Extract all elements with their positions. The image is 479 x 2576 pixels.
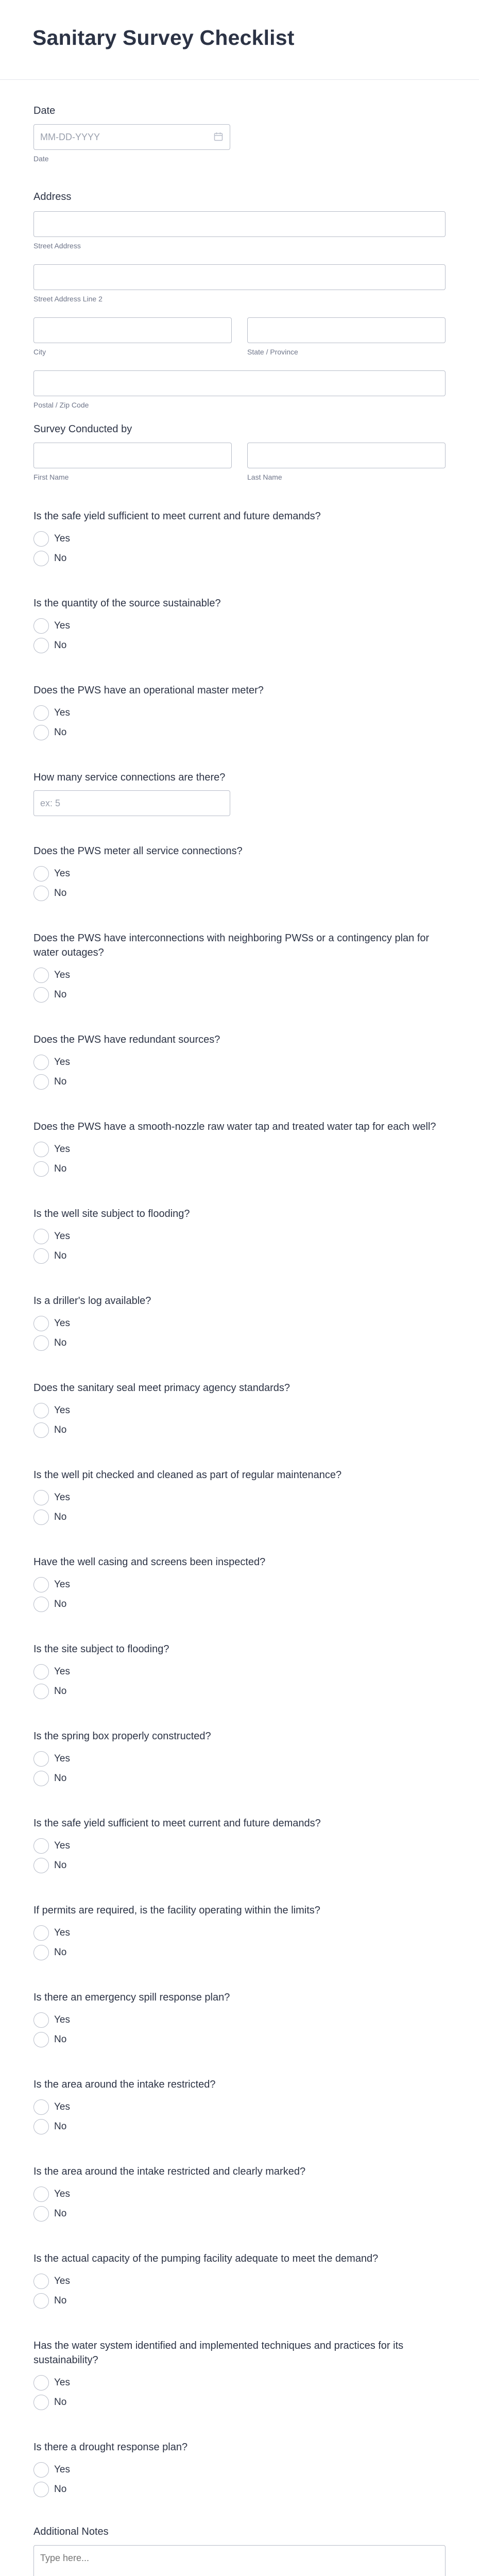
option-yes-label: Yes — [54, 1579, 70, 1590]
option-no-label: No — [54, 989, 67, 1000]
option-no-label: No — [54, 1512, 67, 1522]
option-no-label: No — [54, 2121, 67, 2132]
option-no-label: No — [54, 1860, 67, 1871]
radio-yes[interactable] — [33, 2274, 49, 2289]
option-yes[interactable] — [33, 2184, 446, 2204]
questions-group-a — [33, 509, 446, 742]
question-label: Is the area around the intake restricted and clearly marked? — [33, 2166, 306, 2177]
question-label: Is the well site subject to flooding? — [33, 1208, 190, 1219]
question-label: Is there an emergency spill response plan? — [33, 1992, 230, 2003]
option-no[interactable] — [33, 2291, 446, 2311]
question-label: Is a driller's log available? — [33, 1295, 151, 1307]
yes-no-question — [33, 596, 446, 655]
option-no[interactable] — [33, 1333, 446, 1353]
radio-yes[interactable] — [33, 1142, 49, 1157]
address-label: Address — [33, 191, 72, 202]
notes-label: Additional Notes — [33, 2526, 109, 2537]
option-no-label: No — [54, 888, 67, 899]
radio-no[interactable] — [33, 2032, 49, 2047]
postal-code-sublabel: Postal / Zip Code — [33, 401, 89, 409]
question-label: Does the PWS have an operational master meter? — [33, 685, 264, 696]
option-no[interactable] — [33, 1072, 446, 1092]
radio-no[interactable] — [33, 987, 49, 1003]
option-no[interactable] — [33, 2393, 446, 2412]
question-label: Is the area around the intake restricted? — [33, 2079, 216, 2090]
option-yes[interactable] — [33, 529, 446, 549]
question-label: Is there a drought response plan? — [33, 2442, 188, 2453]
option-no-label: No — [54, 2295, 67, 2306]
radio-yes[interactable] — [33, 1229, 49, 1244]
option-yes-label: Yes — [54, 2276, 70, 2286]
option-yes-label: Yes — [54, 2014, 70, 2025]
yes-no-question — [33, 931, 446, 1005]
option-no[interactable] — [33, 636, 446, 655]
radio-yes[interactable] — [33, 2099, 49, 2115]
option-yes-label: Yes — [54, 1405, 70, 1416]
date-input-wrap — [33, 124, 230, 150]
yes-no-question — [33, 1381, 446, 1440]
radio-no[interactable] — [33, 1422, 49, 1438]
radio-no[interactable] — [33, 551, 49, 566]
last-name-group — [247, 443, 446, 481]
question-label: Have the well casing and screens been inspected? — [33, 1556, 266, 1568]
postal-group — [33, 370, 446, 409]
street-address-sublabel: Street Address — [33, 242, 81, 250]
option-no[interactable] — [33, 1595, 446, 1614]
option-no-label: No — [54, 2208, 67, 2219]
question-label: Does the PWS have a smooth-nozzle raw water tap and treated water tap for each well? — [33, 1121, 436, 1132]
option-no-label: No — [54, 1163, 67, 1174]
option-no-label: No — [54, 1773, 67, 1784]
radio-no[interactable] — [33, 1248, 49, 1264]
option-yes[interactable] — [33, 2272, 446, 2291]
option-yes-label: Yes — [54, 1144, 70, 1155]
yes-no-question — [33, 683, 446, 742]
radio-no[interactable] — [33, 2482, 49, 2497]
first-name-sublabel: First Name — [33, 473, 69, 481]
radio-no[interactable] — [33, 638, 49, 653]
radio-no[interactable] — [33, 1335, 49, 1351]
option-yes-label: Yes — [54, 2377, 70, 2388]
street-address-2-input[interactable] — [33, 264, 446, 290]
option-yes[interactable] — [33, 1227, 446, 1246]
option-no-label: No — [54, 2484, 67, 2495]
option-no[interactable] — [33, 1856, 446, 1875]
option-no[interactable] — [33, 1159, 446, 1179]
option-yes-label: Yes — [54, 2189, 70, 2199]
option-yes[interactable] — [33, 1314, 446, 1333]
form-content — [0, 80, 479, 2576]
yes-no-question — [33, 2338, 446, 2412]
radio-yes[interactable] — [33, 2375, 49, 2391]
option-yes[interactable] — [33, 1836, 446, 1856]
option-yes[interactable] — [33, 1923, 446, 1943]
option-yes-label: Yes — [54, 620, 70, 631]
option-no[interactable] — [33, 2117, 446, 2137]
radio-no[interactable] — [33, 1771, 49, 1786]
option-yes-label: Yes — [54, 1666, 70, 1677]
question-label: Does the PWS have redundant sources? — [33, 1034, 220, 1045]
state-input[interactable] — [247, 317, 446, 343]
radio-yes[interactable] — [33, 1838, 49, 1854]
option-no[interactable] — [33, 884, 446, 903]
option-no[interactable] — [33, 1682, 446, 1701]
radio-yes[interactable] — [33, 1316, 49, 1331]
radio-no[interactable] — [33, 2293, 49, 2309]
option-yes-label: Yes — [54, 1927, 70, 1938]
option-no-label: No — [54, 1250, 67, 1261]
option-yes-label: Yes — [54, 1753, 70, 1764]
surveyor-field — [33, 423, 446, 481]
last-name-input[interactable] — [247, 443, 446, 468]
option-no-label: No — [54, 2397, 67, 2408]
option-yes[interactable] — [33, 864, 446, 884]
option-no-label: No — [54, 1337, 67, 1348]
option-no[interactable] — [33, 1420, 446, 1440]
address-field — [33, 191, 446, 409]
form-header — [0, 0, 479, 80]
option-no[interactable] — [33, 985, 446, 1005]
option-no[interactable] — [33, 1769, 446, 1788]
option-no-label: No — [54, 640, 67, 651]
radio-yes[interactable] — [33, 2187, 49, 2202]
city-group — [33, 317, 232, 356]
option-yes-label: Yes — [54, 533, 70, 544]
question-label: Has the water system identified and implemented techniques and practices for its sustainability? — [33, 2340, 404, 2366]
radio-yes[interactable] — [33, 2012, 49, 2028]
option-yes[interactable] — [33, 1749, 446, 1769]
last-name-sublabel: Last Name — [247, 473, 282, 481]
street-address-input[interactable] — [33, 211, 446, 237]
radio-yes[interactable] — [33, 1664, 49, 1680]
option-yes[interactable] — [33, 2373, 446, 2393]
question-label: Does the PWS meter all service connections? — [33, 845, 243, 857]
radio-no[interactable] — [33, 2119, 49, 2134]
radio-no[interactable] — [33, 1597, 49, 1612]
radio-yes[interactable] — [33, 1577, 49, 1592]
radio-yes[interactable] — [33, 1751, 49, 1767]
option-no-label: No — [54, 1076, 67, 1087]
option-yes[interactable] — [33, 1401, 446, 1420]
question-label: If permits are required, is the facility operating within the limits? — [33, 1905, 320, 1916]
yes-no-question — [33, 1903, 446, 1962]
option-no-label: No — [54, 553, 67, 564]
radio-yes[interactable] — [33, 866, 49, 882]
street-address-group — [33, 211, 446, 250]
option-yes[interactable] — [33, 2010, 446, 2030]
notes-textarea[interactable] — [33, 2545, 446, 2576]
questions-group-b — [33, 844, 446, 2499]
question-label: Is the well pit checked and cleaned as part of regular maintenance? — [33, 1469, 342, 1481]
option-no-label: No — [54, 1425, 67, 1435]
question-label: Does the PWS have interconnections with neighboring PWSs or a contingency plan for water outages? — [33, 933, 430, 958]
radio-no[interactable] — [33, 2206, 49, 2222]
radio-no[interactable] — [33, 1074, 49, 1090]
yes-no-question — [33, 2164, 446, 2224]
option-no-label: No — [54, 1947, 67, 1958]
option-no[interactable] — [33, 2030, 446, 2049]
date-sublabel: Date — [33, 155, 49, 163]
option-yes[interactable] — [33, 1053, 446, 1072]
option-yes[interactable] — [33, 703, 446, 723]
option-yes-label: Yes — [54, 2102, 70, 2112]
radio-yes[interactable] — [33, 705, 49, 721]
surveyor-name-row — [33, 443, 446, 481]
radio-no[interactable] — [33, 886, 49, 901]
option-yes[interactable] — [33, 2097, 446, 2117]
option-yes[interactable] — [33, 2460, 446, 2480]
option-no-label: No — [54, 727, 67, 738]
option-yes-label: Yes — [54, 2464, 70, 2475]
radio-no[interactable] — [33, 1684, 49, 1699]
option-no[interactable] — [33, 2204, 446, 2224]
option-no-label: No — [54, 1599, 67, 1609]
option-yes-label: Yes — [54, 970, 70, 980]
question-label: Is the safe yield sufficient to meet current and future demands? — [33, 511, 321, 522]
radio-yes[interactable] — [33, 1490, 49, 1505]
radio-no[interactable] — [33, 1945, 49, 1960]
question-label: Is the spring box properly constructed? — [33, 1731, 211, 1742]
radio-yes[interactable] — [33, 618, 49, 634]
option-no[interactable] — [33, 1246, 446, 1266]
city-state-row — [33, 317, 446, 356]
date-input[interactable]: MM-DD-YYYY — [33, 124, 230, 150]
yes-no-question — [33, 1642, 446, 1701]
option-yes-label: Yes — [54, 868, 70, 879]
option-yes[interactable] — [33, 1575, 446, 1595]
street-address-2-group — [33, 264, 446, 303]
street-address-2-sublabel: Street Address Line 2 — [33, 295, 102, 303]
option-yes[interactable] — [33, 1140, 446, 1159]
date-field — [33, 105, 446, 191]
radio-no[interactable] — [33, 725, 49, 740]
option-no[interactable] — [33, 549, 446, 568]
yes-no-question — [33, 1032, 446, 1092]
radio-yes[interactable] — [33, 1403, 49, 1418]
yes-no-question — [33, 2077, 446, 2137]
yes-no-question — [33, 1990, 446, 2049]
option-yes-label: Yes — [54, 1318, 70, 1329]
option-yes-label: Yes — [54, 1231, 70, 1242]
first-name-input[interactable] — [33, 443, 232, 468]
option-yes-label: Yes — [54, 707, 70, 718]
option-no[interactable] — [33, 723, 446, 742]
radio-yes[interactable] — [33, 2462, 49, 2478]
option-yes[interactable] — [33, 1488, 446, 1507]
radio-yes[interactable] — [33, 1925, 49, 1941]
yes-no-question — [33, 1207, 446, 1266]
state-sublabel: State / Province — [247, 348, 298, 356]
form-title: Sanitary Survey Checklist — [32, 26, 295, 49]
yes-no-question — [33, 1468, 446, 1527]
option-no[interactable] — [33, 1943, 446, 1962]
option-yes[interactable] — [33, 965, 446, 985]
state-group — [247, 317, 446, 356]
city-sublabel: City — [33, 348, 46, 356]
city-input[interactable] — [33, 317, 232, 343]
option-no-label: No — [54, 2034, 67, 2045]
service-connections-label: How many service connections are there? — [33, 772, 226, 783]
date-label: Date — [33, 105, 56, 116]
postal-code-input[interactable] — [33, 370, 446, 396]
radio-no[interactable] — [33, 1510, 49, 1525]
option-yes-label: Yes — [54, 1840, 70, 1851]
radio-yes[interactable] — [33, 968, 49, 983]
radio-yes[interactable] — [33, 531, 49, 547]
question-label: Does the sanitary seal meet primacy agency standards? — [33, 1382, 290, 1394]
question-label: Is the site subject to flooding? — [33, 1643, 169, 1655]
option-yes[interactable] — [33, 1662, 446, 1682]
radio-no[interactable] — [33, 1161, 49, 1177]
yes-no-question — [33, 844, 446, 903]
option-yes[interactable] — [33, 616, 446, 636]
option-yes-label: Yes — [54, 1057, 70, 1067]
yes-no-question — [33, 1729, 446, 1788]
yes-no-question — [33, 1120, 446, 1179]
option-no-label: No — [54, 1686, 67, 1697]
question-label: Is the quantity of the source sustainable? — [33, 598, 221, 609]
radio-no[interactable] — [33, 2395, 49, 2410]
service-connections-field — [33, 770, 446, 816]
yes-no-question — [33, 509, 446, 568]
calendar-icon[interactable] — [214, 132, 223, 141]
radio-no[interactable] — [33, 1858, 49, 1873]
question-label: Is the safe yield sufficient to meet current and future demands? — [33, 1818, 321, 1829]
yes-no-question — [33, 1294, 446, 1353]
question-label: Is the actual capacity of the pumping facility adequate to meet the demand? — [33, 2253, 379, 2264]
first-name-group — [33, 443, 232, 481]
option-no[interactable] — [33, 1507, 446, 1527]
notes-field — [33, 2526, 446, 2576]
radio-yes[interactable] — [33, 1055, 49, 1070]
yes-no-question — [33, 2440, 446, 2499]
yes-no-question — [33, 2251, 446, 2311]
surveyor-label: Survey Conducted by — [33, 423, 132, 435]
yes-no-question — [33, 1816, 446, 1875]
option-no[interactable] — [33, 2480, 446, 2499]
service-connections-input[interactable]: ex: 5 — [33, 790, 230, 816]
option-yes-label: Yes — [54, 1492, 70, 1503]
yes-no-question — [33, 1555, 446, 1614]
